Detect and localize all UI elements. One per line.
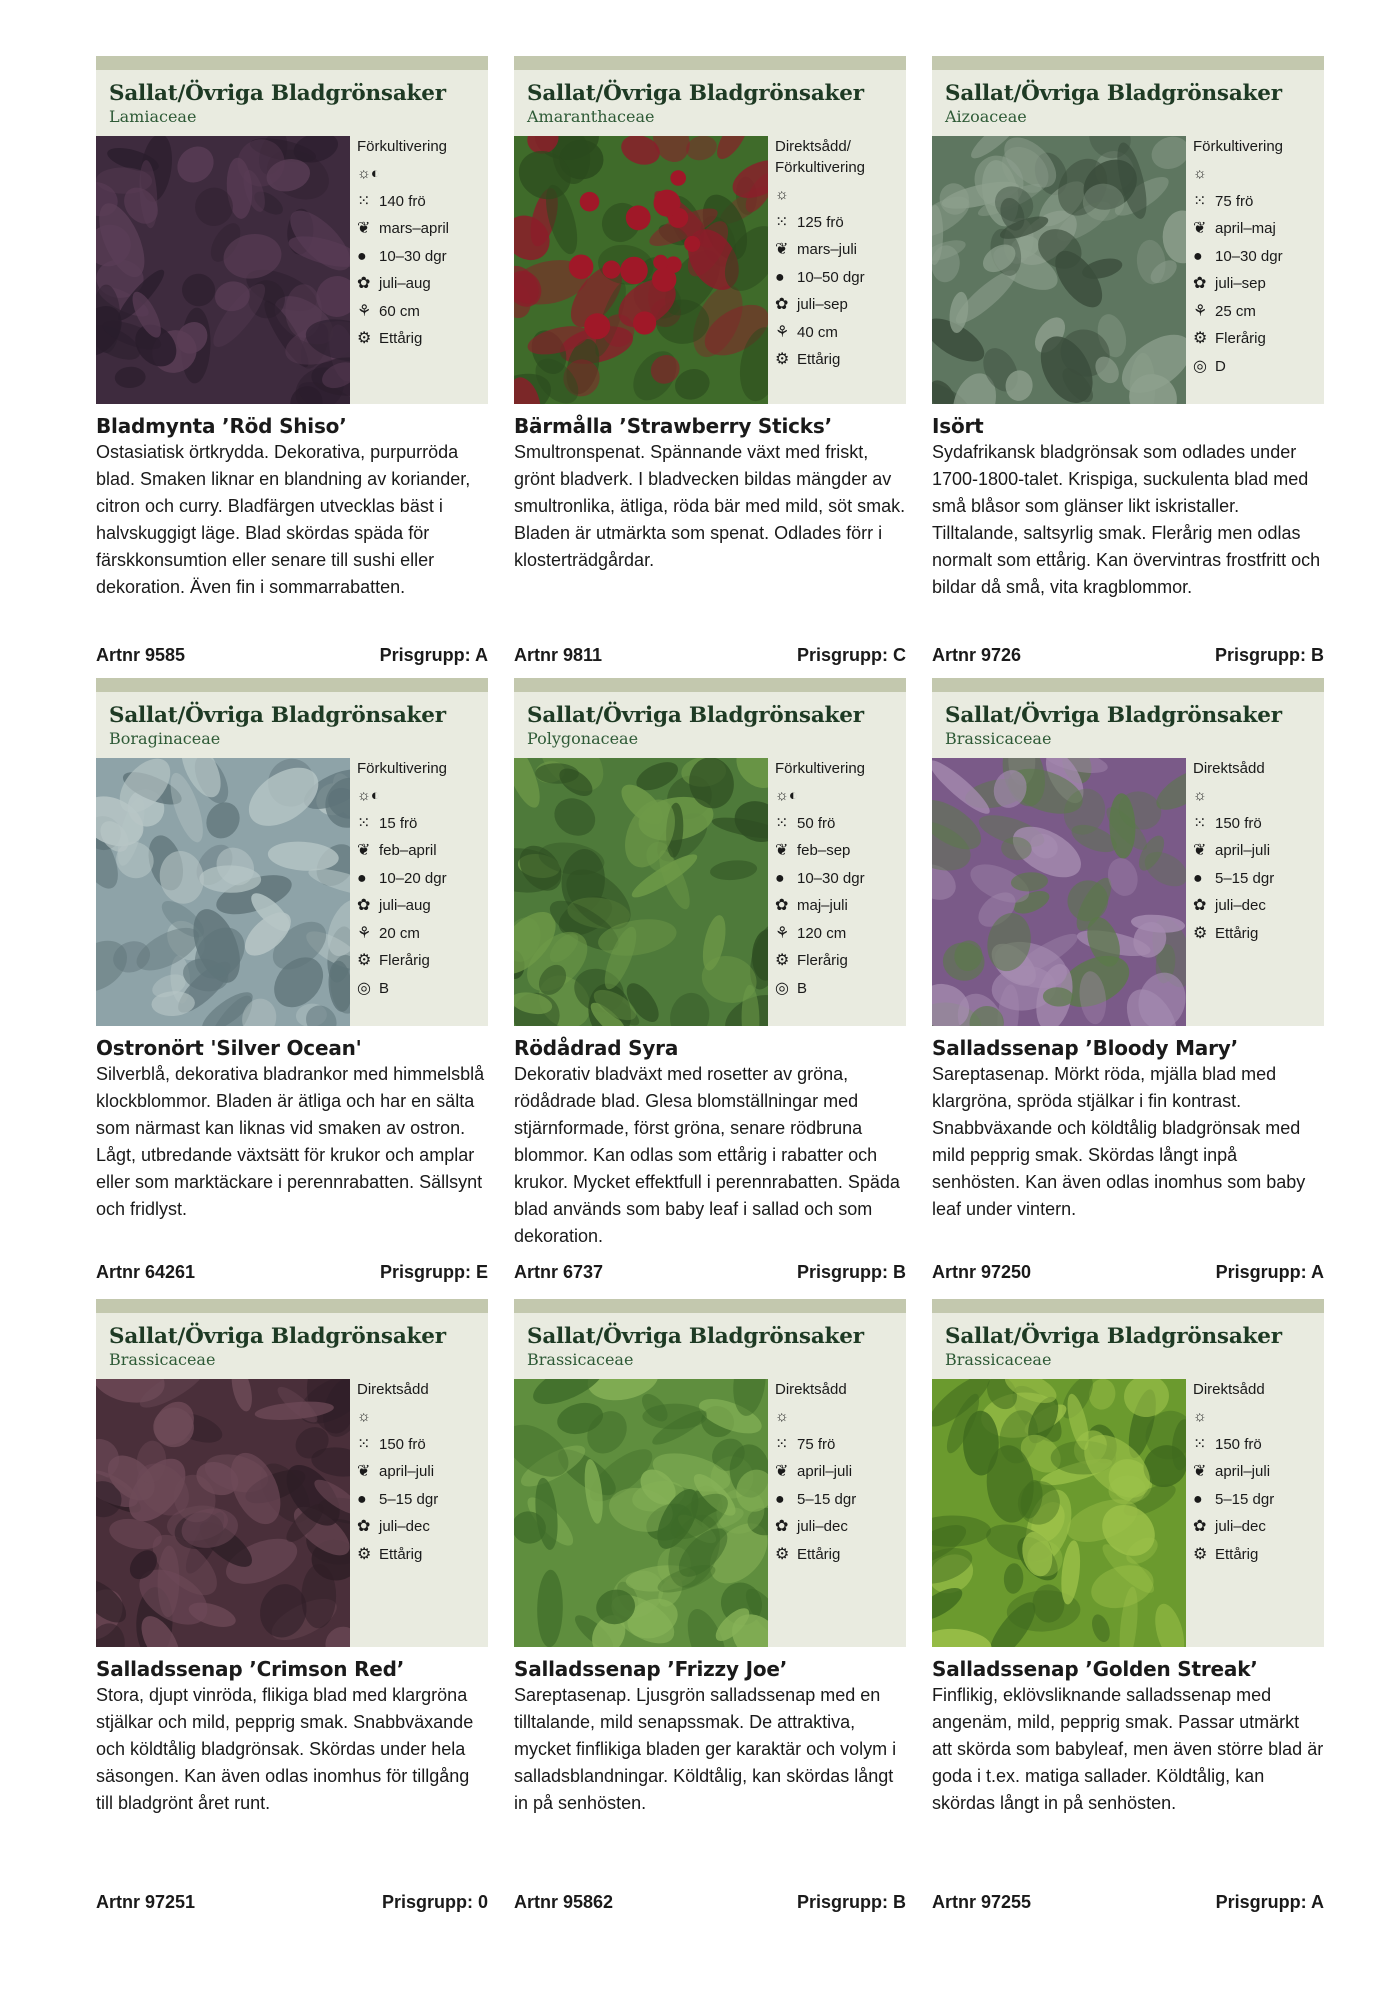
plant-family: Boraginaceae [109, 729, 221, 748]
growing-specs [357, 1379, 487, 1568]
spec-row-sowing [1193, 1458, 1323, 1486]
spec-row-seeds [357, 810, 487, 838]
spec-row-lifecycle [357, 325, 487, 353]
cultivation-method: Direktsådd [357, 1381, 429, 1398]
category-title: Sallat/Övriga Bladgrönsaker [945, 1324, 1282, 1349]
spec-seeds: 150 frö [1215, 814, 1262, 832]
spec-row-sowing [357, 1458, 487, 1486]
product-card [514, 678, 906, 1282]
cultivation-method: Direktsådd [775, 1381, 847, 1398]
article-number: Artnr 9585 [96, 645, 186, 665]
article-number: Artnr 9726 [932, 645, 1022, 665]
sowing-time-icon: ❦ [357, 1463, 371, 1480]
flowering-icon: ✿ [357, 275, 371, 292]
category-title: Sallat/Övriga Bladgrönsaker [945, 703, 1282, 728]
plant-family: Polygonaceae [527, 729, 639, 748]
germination-icon: ● [357, 247, 367, 265]
article-number: Artnr 95862 [514, 1892, 614, 1912]
spec-row-flowering [357, 892, 487, 920]
plant-family: Brassicaceae [109, 1350, 216, 1369]
article-number: Artnr 9811 [514, 645, 603, 665]
spec-row-lifecycle [775, 1541, 905, 1569]
category-title: Sallat/Övriga Bladgrönsaker [527, 703, 864, 728]
category-bar [96, 1299, 488, 1313]
spec-row-sowing [775, 1458, 905, 1486]
product-card [96, 678, 488, 1282]
spec-row-germination [1193, 865, 1323, 893]
spec-height: 120 cm [797, 924, 847, 942]
spec-row-flowering [1193, 270, 1323, 298]
spec-row-sowing [775, 236, 905, 264]
price-group: Prisgrupp: 0 [381, 1892, 488, 1912]
flowering-icon: ✿ [775, 1518, 789, 1535]
seeds-icon: ⁙ [775, 814, 789, 832]
spec-lifecycle: Ettårig [797, 1545, 841, 1563]
spec-sowing: mars–juli [797, 241, 858, 258]
product-name: Bladmynta ’Röd Shiso’ [96, 414, 347, 438]
price-group: Prisgrupp: B [796, 1892, 906, 1912]
category-title: Sallat/Övriga Bladgrönsaker [109, 81, 446, 106]
product-footer [932, 645, 1324, 666]
product-header-panel [932, 1299, 1324, 1647]
growing-specs [357, 136, 487, 353]
spec-row-flowering [357, 1513, 487, 1541]
product-footer [932, 1262, 1324, 1283]
product-card [514, 56, 906, 665]
seeds-icon: ⁙ [1193, 192, 1207, 210]
product-description: Dekorativ bladväxt med rosetter av gröna, rödådrade blad. Glesa blomställningar med stjärnformade, först gröna, senare rödbruna blommor. Kan odlas som ettårig i rabatter och krukor. Mycket effektfull i perennrabatten. Späda blad används som baby leaf i sallad och som dekoration. [514, 1064, 900, 1246]
article-number: Artnr 6737 [514, 1262, 604, 1282]
product-header-panel [514, 678, 906, 1026]
growing-specs [357, 758, 487, 1002]
spec-row-germination [357, 865, 487, 893]
spec-germination: 5–15 dgr [1215, 1490, 1275, 1508]
seeds-icon: ⁙ [1193, 1435, 1207, 1453]
spec-seeds: 15 frö [379, 814, 418, 832]
spec-germination: 10–30 dgr [797, 869, 865, 887]
germination-icon: ● [357, 1490, 367, 1508]
spec-row-seeds [775, 209, 905, 237]
spec-row-sowing [357, 215, 487, 243]
spec-sowing: april–juli [797, 1463, 853, 1480]
sowing-time-icon: ❦ [775, 241, 789, 258]
product-photo [96, 1379, 350, 1647]
lifecycle-icon: ⚙ [1193, 330, 1208, 347]
light-requirement-icons: ☼ [1193, 787, 1207, 804]
germination-icon: ● [775, 869, 785, 887]
spec-row-seeds [775, 810, 905, 838]
growing-specs [775, 1379, 905, 1568]
height-icon: ⚘ [357, 302, 372, 320]
germination-icon: ● [357, 869, 367, 887]
spec-row-germination [1193, 1486, 1323, 1514]
product-card [96, 56, 488, 665]
lifecycle-icon: ⚙ [775, 351, 790, 368]
seeds-icon: ⁙ [357, 1435, 371, 1453]
product-footer [96, 1262, 488, 1283]
germination-icon: ● [1193, 1490, 1203, 1508]
sowing-time-icon: ❦ [1193, 220, 1207, 237]
product-header-panel [96, 56, 488, 404]
product-description: Ostasiatisk örtkrydda. Dekorativa, purpurröda blad. Smaken liknar en blandning av koriander, citron och curry. Bladfärgen utvecklas bäst i halvskuggigt läge. Blad skördas späda för färskkonsumtion eller senare till sushi eller dekoration. Även fin i sommarrabatten. [96, 442, 471, 597]
price-group: Prisgrupp: A [1215, 1892, 1324, 1912]
product-photo [932, 1379, 1186, 1647]
spec-germination: 5–15 dgr [797, 1490, 857, 1508]
spec-row-light [1193, 1403, 1323, 1431]
category-bar [514, 56, 906, 70]
spec-seeds: 75 frö [797, 1435, 836, 1453]
spec-row-lifecycle [1193, 920, 1323, 948]
spec-zone: B [797, 979, 808, 997]
spec-row-flowering [775, 291, 905, 319]
light-requirement-icons: ☼◐ [775, 787, 798, 804]
sowing-time-icon: ❦ [775, 1463, 789, 1480]
price-group: Prisgrupp: E [379, 1262, 488, 1282]
category-title: Sallat/Övriga Bladgrönsaker [109, 1324, 446, 1349]
spec-lifecycle: Flerårig [1215, 330, 1266, 347]
product-header-panel [96, 678, 488, 1026]
light-requirement-icons: ☼ [1193, 1408, 1207, 1425]
spec-seeds: 75 frö [1215, 192, 1254, 210]
product-photo [96, 136, 350, 404]
spec-row-light [1193, 782, 1323, 810]
seeds-icon: ⁙ [357, 814, 371, 832]
spec-lifecycle: Ettårig [379, 330, 423, 347]
seeds-icon: ⁙ [357, 192, 371, 210]
growing-specs [775, 136, 905, 374]
seeds-icon: ⁙ [775, 1435, 789, 1453]
seeds-icon: ⁙ [1193, 814, 1207, 832]
sowing-time-icon: ❦ [357, 842, 371, 859]
spec-germination: 10–20 dgr [379, 869, 447, 887]
cultivation-method: Förkultivering [775, 760, 866, 777]
spec-flowering: juli–dec [379, 1518, 430, 1535]
category-bar [514, 678, 906, 692]
germination-icon: ● [775, 1490, 785, 1508]
product-description: Sareptasenap. Ljusgrön salladssenap med en tilltalande, mild senapssmak. De attraktiva, mycket finflikiga bladen ger karaktär och volym i salladsblandningar. Köldtålig, kan skördas långt in på senhösten. [514, 1685, 897, 1813]
plant-family: Amaranthaceae [527, 107, 655, 126]
spec-row-lifecycle [1193, 325, 1323, 353]
sowing-time-icon: ❦ [775, 842, 789, 859]
spec-sowing: april–juli [1215, 842, 1271, 859]
price-group: Prisgrupp: C [796, 645, 906, 665]
category-title: Sallat/Övriga Bladgrönsaker [527, 1324, 864, 1349]
flowering-icon: ✿ [1193, 275, 1207, 292]
product-header-panel [514, 1299, 906, 1647]
product-name: Salladssenap ’Frizzy Joe’ [514, 1657, 788, 1681]
spec-seeds: 140 frö [379, 192, 426, 210]
spec-row-germination [357, 1486, 487, 1514]
plant-family: Brassicaceae [945, 1350, 1052, 1369]
cultivation-method: Direktsådd [1193, 1381, 1265, 1398]
product-card [932, 56, 1324, 665]
product-description: Smultronspenat. Spännande växt med friskt, grönt bladverk. I bladvecken bildas mängder av smultronlika, ätliga, röda bär med mild, söt smak. Bladen är utmärkta som spenat. Odlades förr i klosterträdgårdar. [514, 442, 906, 570]
sowing-time-icon: ❦ [1193, 1463, 1207, 1480]
spec-height: 60 cm [379, 302, 420, 320]
product-name: Salladssenap ’Bloody Mary’ [932, 1036, 1239, 1060]
height-icon: ⚘ [775, 924, 790, 942]
spec-sowing: mars–april [379, 220, 450, 237]
spec-row-lifecycle [357, 947, 487, 975]
price-group: Prisgrupp: B [1214, 645, 1324, 665]
spec-germination: 10–50 dgr [797, 268, 865, 286]
spec-flowering: juli–dec [1215, 1518, 1266, 1535]
light-requirement-icons: ☼ [357, 1408, 371, 1425]
lifecycle-icon: ⚙ [1193, 924, 1208, 942]
spec-row-germination [775, 264, 905, 292]
cultivation-method: Direktsådd/ Förkultivering [775, 138, 866, 176]
product-header-panel [932, 56, 1324, 404]
spec-row-zone [357, 975, 487, 1003]
flowering-icon: ✿ [775, 897, 789, 914]
cultivation-method: Förkultivering [357, 760, 448, 777]
spec-lifecycle: Flerårig [379, 952, 430, 969]
price-group: Prisgrupp: B [796, 1262, 906, 1282]
product-photo [514, 136, 768, 404]
spec-row-lifecycle [1193, 1541, 1323, 1569]
product-name: Rödådrad Syra [514, 1036, 679, 1060]
spec-flowering: juli–dec [1215, 897, 1266, 914]
product-description: Finflikig, eklövsliknande salladssenap med angenäm, mild, pepprig smak. Passar utmärkt att skörda som babyleaf, men även större blad är goda i t.ex. matiga sallader. Köldtålig, kan skördas långt in på senhösten. [932, 1685, 1324, 1813]
spec-row-light [775, 1403, 905, 1431]
spec-row-light [775, 782, 905, 810]
product-header-panel [96, 1299, 488, 1647]
spec-germination: 5–15 dgr [1215, 869, 1275, 887]
spec-row-zone [775, 975, 905, 1003]
spec-row-height [775, 920, 905, 948]
category-title: Sallat/Övriga Bladgrönsaker [527, 81, 864, 106]
spec-lifecycle: Ettårig [379, 1545, 423, 1563]
spec-row-sowing [1193, 215, 1323, 243]
spec-row-light [775, 181, 905, 209]
spec-seeds: 125 frö [797, 213, 844, 231]
zone-icon: ◎ [1193, 357, 1207, 375]
spec-row-germination [775, 1486, 905, 1514]
spec-row-height [357, 298, 487, 326]
spec-height: 25 cm [1215, 302, 1256, 320]
product-description: Sydafrikansk bladgrönsak som odlades under 1700-1800-talet. Krispiga, suckulenta blad med små blåsor som glänser likt iskristaller. Tilltalande, saltsyrlig smak. Flerårig men odlas normalt som ettårig. Kan övervintras frostfritt och bildar då små, vita kragblommor. [932, 442, 1321, 597]
height-icon: ⚘ [357, 924, 372, 942]
lifecycle-icon: ⚙ [1193, 1545, 1208, 1563]
spec-height: 40 cm [797, 323, 838, 341]
spec-row-sowing [775, 837, 905, 865]
article-number: Artnr 64261 [96, 1262, 196, 1282]
article-number: Artnr 97250 [932, 1262, 1032, 1282]
category-bar [96, 678, 488, 692]
height-icon: ⚘ [775, 323, 790, 341]
cultivation-method: Direktsådd [1193, 760, 1265, 777]
growing-specs [1193, 1379, 1323, 1568]
seeds-icon: ⁙ [775, 213, 789, 231]
light-requirement-icons: ☼◐ [357, 165, 380, 182]
product-footer [514, 1892, 906, 1913]
spec-sowing: april–juli [1215, 1463, 1271, 1480]
spec-row-light [357, 782, 487, 810]
spec-seeds: 150 frö [379, 1435, 426, 1453]
spec-height: 20 cm [379, 924, 420, 942]
cultivation-method: Förkultivering [357, 138, 448, 155]
zone-icon: ◎ [357, 979, 371, 997]
spec-flowering: juli–sep [797, 296, 848, 313]
light-requirement-icons: ☼◐ [357, 787, 380, 804]
spec-sowing: april–maj [1215, 220, 1276, 237]
spec-sowing: feb–sep [797, 842, 851, 859]
product-name: Ostronört 'Silver Ocean' [96, 1036, 362, 1060]
spec-row-lifecycle [775, 947, 905, 975]
cultivation-method: Förkultivering [1193, 138, 1284, 155]
spec-row-seeds [357, 1431, 487, 1459]
flowering-icon: ✿ [775, 296, 789, 313]
spec-row-flowering [357, 270, 487, 298]
spec-row-seeds [357, 188, 487, 216]
product-photo [514, 758, 768, 1026]
product-photo [932, 136, 1186, 404]
spec-zone: B [379, 979, 390, 997]
product-name: Salladssenap ’Golden Streak’ [932, 1657, 1258, 1681]
light-requirement-icons: ☼ [1193, 165, 1207, 182]
growing-specs [775, 758, 905, 1002]
product-description: Stora, djupt vinröda, flikiga blad med klargröna stjälkar och mild, pepprig smak. Snabbväxande och köldtålig bladgrönsak. Skördas under hela säsongen. Kan även odlas inomhus för tillgång till bladgrönt året runt. [96, 1685, 474, 1813]
spec-row-germination [775, 865, 905, 893]
germination-icon: ● [1193, 869, 1203, 887]
growing-specs [1193, 136, 1323, 380]
product-header-panel [514, 56, 906, 404]
product-photo [514, 1379, 768, 1647]
spec-flowering: juli–aug [379, 275, 431, 292]
product-card [932, 1299, 1324, 1912]
product-footer [514, 645, 906, 666]
spec-row-flowering [775, 892, 905, 920]
product-card [932, 678, 1324, 1282]
germination-icon: ● [775, 268, 785, 286]
spec-row-lifecycle [357, 1541, 487, 1569]
product-name: Salladssenap ’Crimson Red’ [96, 1657, 405, 1681]
spec-row-lifecycle [775, 346, 905, 374]
article-number: Artnr 97251 [96, 1892, 196, 1912]
product-description: Silverblå, dekorativa bladrankor med himmelsblå klockblommor. Bladen är ätliga och har en sälta som närmast kan liknas vid smaken av ostron. Lågt, utbredande växtsätt för krukor och amplar eller som marktäckare i perennrabatten. Sällsynt och fridlyst. [96, 1064, 485, 1219]
spec-sowing: april–juli [379, 1463, 435, 1480]
flowering-icon: ✿ [1193, 1518, 1207, 1535]
spec-seeds: 50 frö [797, 814, 836, 832]
spec-row-light [1193, 160, 1323, 188]
zone-icon: ◎ [775, 979, 789, 997]
spec-lifecycle: Flerårig [797, 952, 848, 969]
spec-row-germination [357, 243, 487, 271]
price-group: Prisgrupp: A [1215, 1262, 1324, 1282]
spec-row-flowering [1193, 1513, 1323, 1541]
spec-sowing: feb–april [379, 842, 437, 859]
spec-row-flowering [1193, 892, 1323, 920]
price-group: Prisgrupp: A [379, 645, 488, 665]
product-name: Isört [932, 414, 984, 438]
spec-row-germination [1193, 243, 1323, 271]
spec-zone: D [1215, 357, 1226, 375]
spec-row-zone [1193, 353, 1323, 381]
light-requirement-icons: ☼ [775, 1408, 789, 1425]
spec-lifecycle: Ettårig [797, 351, 841, 368]
spec-row-height [1193, 298, 1323, 326]
product-footer [96, 645, 488, 666]
plant-family: Lamiaceae [109, 107, 197, 126]
product-footer [514, 1262, 906, 1283]
spec-germination: 5–15 dgr [379, 1490, 439, 1508]
spec-flowering: juli–dec [797, 1518, 848, 1535]
spec-lifecycle: Ettårig [1215, 924, 1259, 942]
category-bar [932, 678, 1324, 692]
height-icon: ⚘ [1193, 302, 1208, 320]
product-header-panel [932, 678, 1324, 1026]
product-footer [932, 1892, 1324, 1913]
product-card [514, 1299, 906, 1912]
sowing-time-icon: ❦ [1193, 842, 1207, 859]
spec-row-height [357, 920, 487, 948]
germination-icon: ● [1193, 247, 1203, 265]
product-footer [96, 1892, 488, 1913]
product-photo [932, 758, 1186, 1026]
spec-flowering: juli–sep [1215, 275, 1266, 292]
lifecycle-icon: ⚙ [357, 330, 372, 347]
category-title: Sallat/Övriga Bladgrönsaker [945, 81, 1282, 106]
spec-seeds: 150 frö [1215, 1435, 1262, 1453]
plant-family: Brassicaceae [527, 1350, 634, 1369]
spec-germination: 10–30 dgr [1215, 247, 1283, 265]
spec-row-seeds [1193, 188, 1323, 216]
spec-row-seeds [1193, 810, 1323, 838]
spec-row-sowing [357, 837, 487, 865]
plant-family: Brassicaceae [945, 729, 1052, 748]
spec-row-seeds [775, 1431, 905, 1459]
product-photo [96, 758, 350, 1026]
category-title: Sallat/Övriga Bladgrönsaker [109, 703, 446, 728]
lifecycle-icon: ⚙ [775, 952, 790, 969]
flowering-icon: ✿ [357, 897, 371, 914]
category-bar [932, 56, 1324, 70]
product-name: Bärmålla ’Strawberry Sticks’ [514, 414, 832, 438]
spec-row-flowering [775, 1513, 905, 1541]
spec-flowering: maj–juli [797, 897, 848, 914]
spec-lifecycle: Ettårig [1215, 1545, 1259, 1563]
spec-row-height [775, 319, 905, 347]
spec-germination: 10–30 dgr [379, 247, 447, 265]
growing-specs [1193, 758, 1323, 947]
sowing-time-icon: ❦ [357, 220, 371, 237]
category-bar [932, 1299, 1324, 1313]
flowering-icon: ✿ [357, 1518, 371, 1535]
light-requirement-icons: ☼ [775, 186, 789, 203]
category-bar [96, 56, 488, 70]
lifecycle-icon: ⚙ [357, 952, 372, 969]
lifecycle-icon: ⚙ [775, 1545, 790, 1563]
spec-row-light [357, 1403, 487, 1431]
spec-flowering: juli–aug [379, 897, 431, 914]
flowering-icon: ✿ [1193, 897, 1207, 914]
spec-row-sowing [1193, 837, 1323, 865]
spec-row-seeds [1193, 1431, 1323, 1459]
product-description: Sareptasenap. Mörkt röda, mjälla blad med klargröna, spröda stjälkar i fin kontrast. Snabbväxande och köldtålig bladgrönsak med mild pepprig smak. Skördas långt inpå senhösten. Kan även odlas inomhus som baby leaf under vintern. [932, 1064, 1306, 1219]
spec-row-light [357, 160, 487, 188]
product-card [96, 1299, 488, 1912]
plant-family: Aizoaceae [945, 107, 1027, 126]
lifecycle-icon: ⚙ [357, 1545, 372, 1563]
category-bar [514, 1299, 906, 1313]
article-number: Artnr 97255 [932, 1892, 1032, 1912]
